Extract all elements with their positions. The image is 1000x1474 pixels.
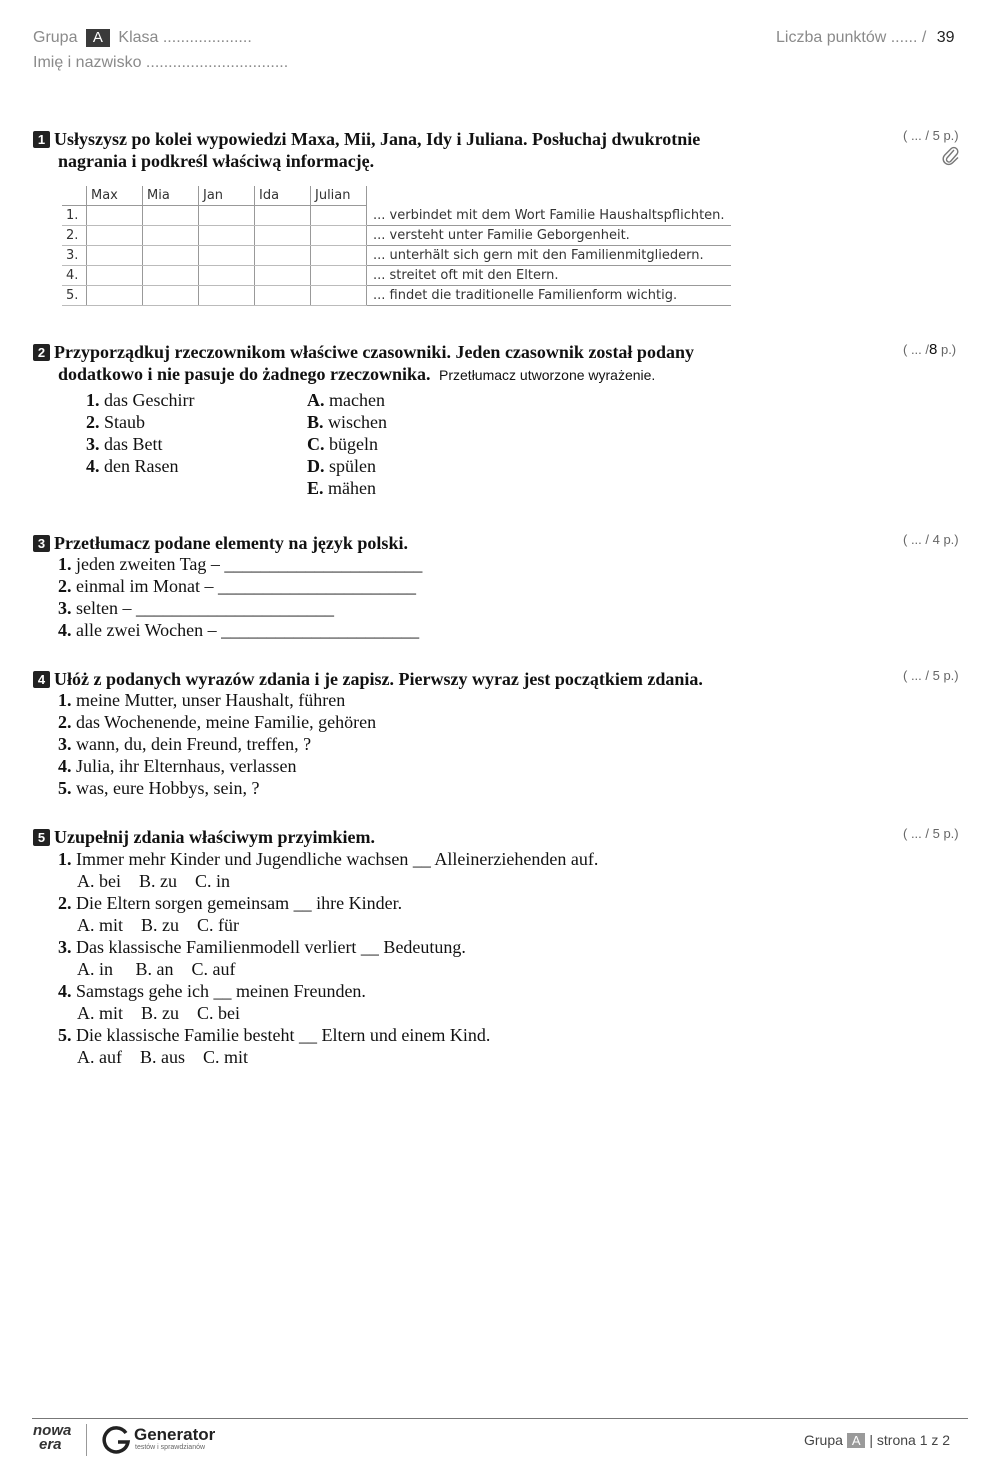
item-num: 2.: [58, 576, 72, 596]
item-num: D.: [307, 456, 325, 476]
name-label: Imię i nazwisko ................................: [33, 54, 289, 71]
item-num: 4.: [86, 456, 100, 476]
list-item: [86, 455, 194, 477]
generator-subtitle: testów i sprawdzianów: [135, 1444, 206, 1451]
task2-points-suffix: p.): [940, 342, 957, 357]
footer-page-info: [804, 1432, 950, 1448]
item-num: 3.: [58, 937, 72, 957]
answer-options[interactable]: A. mit B. zu C. bei: [77, 1003, 240, 1023]
answer-options[interactable]: A. in B. an C. auf: [77, 959, 236, 979]
answer-cell[interactable]: [311, 266, 367, 286]
item-num: 5.: [58, 1025, 72, 1045]
answer-cell[interactable]: [311, 286, 367, 306]
item-num: E.: [307, 478, 324, 498]
item-text: Samstags gehe ich __ meinen Freunden.: [76, 981, 366, 1001]
list-item: [307, 433, 387, 455]
logo-line1: nowa: [33, 1422, 72, 1439]
answer-cell[interactable]: [311, 206, 367, 226]
item-num: 2.: [58, 712, 72, 732]
list-item: [86, 389, 194, 411]
answer-cell[interactable]: [255, 206, 311, 226]
task3-list: [58, 553, 422, 641]
footer-divider: [32, 1418, 968, 1419]
item-num: 3.: [58, 598, 72, 618]
answer-cell[interactable]: [143, 286, 199, 306]
item-text: spülen: [329, 456, 376, 476]
row-statement: ... verbindet mit dem Wort Familie Haushaltspflichten.: [367, 206, 732, 226]
item-num: 3.: [58, 734, 72, 754]
list-item[interactable]: [58, 597, 422, 619]
task5-number: 5: [33, 829, 50, 846]
item-text: bügeln: [329, 434, 378, 454]
footer-group-label: Grupa: [804, 1432, 843, 1448]
task2-points-prefix: ( ... /: [903, 342, 929, 357]
item-num: 4.: [58, 981, 72, 1001]
col-header-blank: [367, 186, 732, 206]
col-header: Max: [87, 186, 143, 206]
table-row: [62, 286, 731, 306]
task5-title: [33, 826, 375, 848]
task2-left-list: [86, 389, 194, 477]
item-text: Immer mehr Kinder und Jugendliche wachsen __ Alleinerziehenden auf.: [76, 849, 599, 869]
answer-cell[interactable]: [87, 286, 143, 306]
item-num: C.: [307, 434, 325, 454]
group-badge: A: [86, 29, 110, 47]
list-item[interactable]: [58, 553, 422, 575]
item-num: 1.: [58, 849, 72, 869]
generator-icon: [100, 1424, 132, 1461]
points-total: 39: [936, 29, 955, 46]
task2-title-line2: dodatkowo i nie pasuje do żadnego rzeczownika.: [58, 364, 431, 384]
task1-number: 1: [33, 131, 50, 148]
row-statement: ... streitet oft mit den Eltern.: [367, 266, 732, 286]
row-index: 3.: [62, 246, 87, 266]
answer-cell[interactable]: [199, 286, 255, 306]
item-text: wischen: [328, 412, 387, 432]
task3-title-text: Przetłumacz podane elementy na język polski.: [54, 533, 408, 553]
table-corner: [62, 186, 87, 206]
list-item: [58, 777, 376, 799]
answer-cell[interactable]: [255, 226, 311, 246]
task2-points-value: 8: [929, 341, 938, 358]
row-statement: ... findet die traditionelle Familienform wichtig.: [367, 286, 732, 306]
task1-title-line2: nagrania i podkreśl właściwą informację.: [58, 151, 375, 171]
item-num: 1.: [86, 390, 100, 410]
list-item[interactable]: [58, 619, 422, 641]
task3-points: ( ... / 4 p.): [903, 532, 959, 547]
item-num: 3.: [86, 434, 100, 454]
col-header: Jan: [199, 186, 255, 206]
list-item: [86, 411, 194, 433]
item-text: wann, du, dein Freund, treffen, ?: [76, 734, 312, 754]
item-num: 5.: [58, 778, 72, 798]
task3-title: [33, 532, 408, 554]
item-num: 2.: [86, 412, 100, 432]
item-text: mähen: [328, 478, 376, 498]
list-item: [58, 1024, 598, 1046]
group-label: Grupa: [33, 29, 78, 46]
row-statement: ... unterhält sich gern mit den Familienmitgliedern.: [367, 246, 732, 266]
task5-points: ( ... / 5 p.): [903, 826, 959, 841]
answer-cell[interactable]: [199, 226, 255, 246]
table-header-row: [62, 186, 731, 206]
item-num: A.: [307, 390, 325, 410]
answer-cell[interactable]: [143, 206, 199, 226]
task5-title-text: Uzupełnij zdania właściwym przyimkiem.: [54, 827, 375, 847]
answer-cell[interactable]: [87, 226, 143, 246]
answer-cell[interactable]: [87, 266, 143, 286]
col-header: Julian: [311, 186, 367, 206]
item-text: Die klassische Familie besteht __ Eltern und einem Kind.: [76, 1025, 491, 1045]
nowa-era-logo: [33, 1424, 71, 1452]
answer-cell[interactable]: [255, 246, 311, 266]
class-label: Klasa ....................: [118, 29, 252, 46]
item-num: B.: [307, 412, 324, 432]
points-summary: [776, 29, 955, 47]
list-item: [58, 848, 598, 870]
item-text: jeden zweiten Tag – ______________________: [76, 554, 423, 574]
row-index: 5.: [62, 286, 87, 306]
row-statement: ... versteht unter Familie Geborgenheit.: [367, 226, 732, 246]
task4-number: 4: [33, 671, 50, 688]
item-num: 1.: [58, 690, 72, 710]
list-item: [58, 980, 598, 1002]
list-item: [307, 477, 387, 499]
task2-note: Przetłumacz utworzone wyrażenie.: [439, 367, 656, 383]
item-text: was, eure Hobbys, sein, ?: [76, 778, 260, 798]
points-label: Liczba punktów ...... /: [776, 29, 927, 46]
answer-cell[interactable]: [199, 266, 255, 286]
table-row: [62, 226, 731, 246]
task3-number: 3: [33, 535, 50, 552]
table-row: [62, 206, 731, 226]
task1-points: ( ... / 5 p.): [903, 128, 959, 143]
item-num: 4.: [58, 756, 72, 776]
item-num: 4.: [58, 620, 72, 640]
item-text: Die Eltern sorgen gemeinsam __ ihre Kinder.: [76, 893, 403, 913]
answer-options[interactable]: A. mit B. zu C. für: [77, 915, 239, 935]
row-index: 4.: [62, 266, 87, 286]
task2-right-list: [307, 389, 387, 499]
list-item[interactable]: [58, 575, 422, 597]
generator-title: Generator: [134, 1425, 216, 1444]
task4-list: [58, 689, 376, 799]
list-item: [58, 689, 376, 711]
answer-cell[interactable]: [311, 246, 367, 266]
task1-title-line1: Usłyszysz po kolei wypowiedzi Maxa, Mii, Jana, Idy i Juliana. Posłuchaj dwukrotnie: [54, 129, 701, 149]
list-item: [307, 389, 387, 411]
answer-cell[interactable]: [311, 226, 367, 246]
footer-logo-divider: [86, 1424, 87, 1456]
list-item: [86, 433, 194, 455]
header-group-row: [33, 29, 252, 47]
answer-cell[interactable]: [143, 266, 199, 286]
footer-page-number: | strona 1 z 2: [869, 1432, 951, 1448]
item-text: selten – ______________________: [76, 598, 334, 618]
task5-list: [58, 848, 598, 1068]
list-item: [307, 411, 387, 433]
task2-number: 2: [33, 344, 50, 361]
task2-title: [33, 341, 753, 386]
task2-points: [903, 341, 956, 358]
item-text: alle zwei Wochen – ______________________: [76, 620, 420, 640]
task2-title-line1: Przyporządkuj rzeczownikom właściwe czasowniki. Jeden czasownik został podany: [54, 342, 694, 362]
answer-cell[interactable]: [87, 246, 143, 266]
task4-title: [33, 668, 703, 690]
item-text: Staub: [104, 412, 146, 432]
answer-options[interactable]: A. auf B. aus C. mit: [77, 1047, 248, 1067]
answer-cell[interactable]: [199, 246, 255, 266]
item-text: das Wochenende, meine Familie, gehören: [76, 712, 377, 732]
answer-cell[interactable]: [143, 226, 199, 246]
item-num: 1.: [58, 554, 72, 574]
list-item: [58, 711, 376, 733]
item-text: meine Mutter, unser Haushalt, führen: [76, 690, 346, 710]
footer-group-badge: A: [847, 1433, 866, 1448]
item-text: das Geschirr: [104, 390, 195, 410]
task4-points: ( ... / 5 p.): [903, 668, 959, 683]
row-index: 2.: [62, 226, 87, 246]
item-text: Julia, ihr Elternhaus, verlassen: [76, 756, 297, 776]
answer-cell[interactable]: [255, 286, 311, 306]
answer-cell[interactable]: [199, 206, 255, 226]
task1-title: [33, 128, 753, 172]
table-row: [62, 266, 731, 286]
item-num: 2.: [58, 893, 72, 913]
list-item: [58, 892, 598, 914]
list-item: [58, 755, 376, 777]
list-item: [307, 455, 387, 477]
task4-title-text: Ułóż z podanych wyrazów zdania i je zapisz. Pierwszy wyraz jest początkiem zdania.: [54, 669, 703, 689]
task1-table-wrap: [62, 186, 731, 306]
logo-line2: era: [39, 1436, 62, 1453]
col-header: Ida: [255, 186, 311, 206]
paperclip-icon[interactable]: [942, 146, 960, 171]
item-text: einmal im Monat – ______________________: [76, 576, 416, 596]
list-item: [58, 733, 376, 755]
list-item: [58, 936, 598, 958]
item-text: Das klassische Familienmodell verliert __ Bedeutung.: [76, 937, 466, 957]
answer-cell[interactable]: [143, 246, 199, 266]
item-text: den Rasen: [104, 456, 179, 476]
item-text: machen: [329, 390, 385, 410]
answer-cell[interactable]: [87, 206, 143, 226]
item-text: das Bett: [104, 434, 163, 454]
col-header: Mia: [143, 186, 199, 206]
answer-options[interactable]: A. bei B. zu C. in: [77, 871, 230, 891]
table-row: [62, 246, 731, 266]
task1-table: [62, 186, 731, 306]
answer-cell[interactable]: [255, 266, 311, 286]
row-index: 1.: [62, 206, 87, 226]
